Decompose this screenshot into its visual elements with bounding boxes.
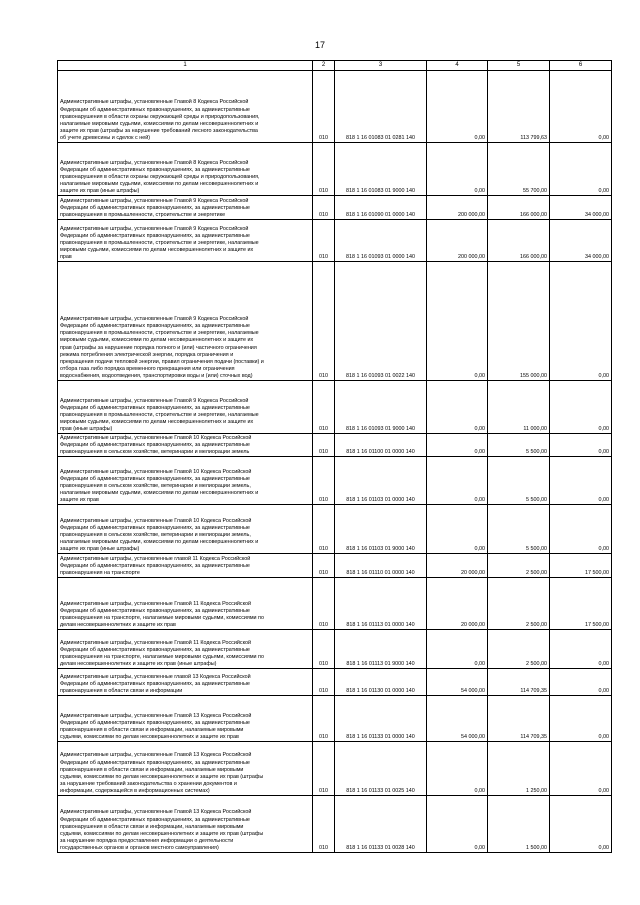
column-header: 3 xyxy=(335,61,427,71)
row-line-code: 010 xyxy=(313,434,335,457)
row-line-code: 010 xyxy=(313,143,335,196)
row-description: Административные штрафы, установленные главой 13 Кодекса Российской Федерации об административных правонарушениях, за административные правонарушения в области связи и информации xyxy=(58,669,313,696)
row-description: Административные штрафы, установленные Главой 9 Кодекса Российской Федерации об административных правонарушениях, за административные правонарушения в промышленности, строительстве и энергетике, налагаемые мировыми судьями, комиссиями по делам несовершеннолетних и защите их прав (штрафы за нарушение порядка полного и (или) частичного ограничения режима потребления электрической энергии, порядка ограничения и прекращения подачи тепловой энергии, правил ограничения подачи (поставки) и отбора газа либо порядка временного прекращения или ограничения водоснабжения, водоотведения, транспортировки воды и (или) сточных вод) xyxy=(58,262,313,381)
row-approved-amount: 200 000,00 xyxy=(427,196,488,220)
row-budget-code: 818 1 16 01130 01 0000 140 xyxy=(335,669,427,696)
column-header: 4 xyxy=(427,61,488,71)
row-budget-code: 818 1 16 01093 01 0000 140 xyxy=(335,220,427,262)
row-executed-amount: 2 500,00 xyxy=(488,630,550,669)
row-line-code: 010 xyxy=(313,669,335,696)
row-budget-code: 818 1 16 01100 01 0000 140 xyxy=(335,434,427,457)
row-unexecuted-amount: 0,00 xyxy=(550,434,612,457)
table-row xyxy=(58,742,612,796)
row-approved-amount: 200 000,00 xyxy=(427,220,488,262)
table-row xyxy=(58,262,612,381)
row-budget-code: 818 1 16 01133 01 0025 140 xyxy=(335,742,427,796)
row-description: Административные штрафы, установленные главой 11 Кодекса Российской Федерации об административных правонарушениях, за административные правонарушения на транспорте xyxy=(58,554,313,578)
row-approved-amount: 0,00 xyxy=(427,457,488,505)
row-line-code: 010 xyxy=(313,220,335,262)
row-executed-amount: 114 709,35 xyxy=(488,669,550,696)
row-budget-code: 818 1 16 01133 01 0028 140 xyxy=(335,796,427,853)
row-unexecuted-amount: 34 000,00 xyxy=(550,196,612,220)
row-line-code: 010 xyxy=(313,578,335,630)
row-executed-amount: 114 709,35 xyxy=(488,696,550,742)
row-executed-amount: 1 500,00 xyxy=(488,796,550,853)
row-unexecuted-amount: 0,00 xyxy=(550,696,612,742)
row-executed-amount: 166 000,00 xyxy=(488,196,550,220)
table-row xyxy=(58,630,612,669)
row-line-code: 010 xyxy=(313,457,335,505)
row-description: Административные штрафы, установленные Главой 9 Кодекса Российской Федерации об административных правонарушениях, за административные правонарушения в промышленности, строительстве и энергетике, налагаемые мировыми судьями, комиссиями по делам несовершеннолетних и защите их прав (иные штрафы) xyxy=(58,381,313,434)
revenue-table xyxy=(57,60,612,853)
table-row xyxy=(58,196,612,220)
table-row xyxy=(58,554,612,578)
row-budget-code: 818 1 16 01083 01 9000 140 xyxy=(335,143,427,196)
table-row xyxy=(58,143,612,196)
row-description: Административные штрафы, установленные Главой 10 Кодекса Российской Федерации об административных правонарушениях, за административные правонарушения в сельском хозяйстве, ветеринарии и мелиорации земель, налагаемые мировыми судьями, комиссиями по делам несовершеннолетних и защите их прав xyxy=(58,457,313,505)
row-description: Административные штрафы, установленные Главой 8 Кодекса Российской Федерации об административных правонарушениях, за административные правонарушения в области охраны окружающей среды и природопользования, налагаемые мировыми судьями, комиссиями по делам несовершеннолетних и защите их прав (иные штрафы) xyxy=(58,143,313,196)
row-line-code: 010 xyxy=(313,554,335,578)
table-row xyxy=(58,381,612,434)
row-line-code: 010 xyxy=(313,630,335,669)
row-approved-amount: 20 000,00 xyxy=(427,554,488,578)
row-approved-amount: 0,00 xyxy=(427,630,488,669)
row-approved-amount: 0,00 xyxy=(427,381,488,434)
row-unexecuted-amount: 0,00 xyxy=(550,262,612,381)
row-budget-code: 818 1 16 01133 01 0000 140 xyxy=(335,696,427,742)
row-approved-amount: 20 000,00 xyxy=(427,578,488,630)
column-header: 2 xyxy=(313,61,335,71)
row-budget-code: 818 1 16 01110 01 0000 140 xyxy=(335,554,427,578)
row-budget-code: 818 1 16 01093 01 9000 140 xyxy=(335,381,427,434)
row-approved-amount: 0,00 xyxy=(427,262,488,381)
row-executed-amount: 5 500,00 xyxy=(488,505,550,554)
row-unexecuted-amount: 0,00 xyxy=(550,669,612,696)
row-budget-code: 818 1 16 01103 01 9000 140 xyxy=(335,505,427,554)
table-row xyxy=(58,696,612,742)
table-row xyxy=(58,220,612,262)
row-unexecuted-amount: 0,00 xyxy=(550,71,612,143)
row-approved-amount: 0,00 xyxy=(427,71,488,143)
row-description: Административные штрафы, установленные Главой 11 Кодекса Российской Федерации об административных правонарушениях, за административные правонарушения на транспорте, налагаемые мировыми судьями, комиссиями по делам несовершеннолетних и защите их прав xyxy=(58,578,313,630)
row-description: Административные штрафы, установленные Главой 9 Кодекса Российской Федерации об административных правонарушениях, за административные правонарушения в промышленности, строительстве и энергетике xyxy=(58,196,313,220)
row-budget-code: 818 1 16 01093 01 0022 140 xyxy=(335,262,427,381)
table-row xyxy=(58,71,612,143)
row-description: Административные штрафы, установленные Главой 9 Кодекса Российской Федерации об административных правонарушениях, за административные правонарушения в промышленности, строительстве и энергетике, налагаемые мировыми судьями, комиссиями по делам несовершеннолетних и защите их прав xyxy=(58,220,313,262)
row-executed-amount: 5 500,00 xyxy=(488,434,550,457)
row-executed-amount: 55 700,00 xyxy=(488,143,550,196)
row-description: Административные штрафы, установленные Главой 10 Кодекса Российской Федерации об административных правонарушениях, за административные правонарушения в сельском хозяйстве, ветеринарии и мелиорации земель, налагаемые мировыми судьями, комиссиями по делам несовершеннолетних и защите их прав (иные штрафы) xyxy=(58,505,313,554)
page-number: 17 xyxy=(314,40,325,50)
row-unexecuted-amount: 0,00 xyxy=(550,796,612,853)
row-description: Административные штрафы, установленные Главой 13 Кодекса Российской Федерации об административных правонарушениях, за административные правонарушения в области связи и информации, налагаемые мировыми судьями, комиссиями по делам несовершеннолетних и защите их прав xyxy=(58,696,313,742)
row-approved-amount: 0,00 xyxy=(427,796,488,853)
row-line-code: 010 xyxy=(313,505,335,554)
table-row xyxy=(58,505,612,554)
row-budget-code: 818 1 16 01113 01 9000 140 xyxy=(335,630,427,669)
table-row xyxy=(58,669,612,696)
header-row xyxy=(58,61,612,71)
row-executed-amount: 5 500,00 xyxy=(488,457,550,505)
row-budget-code: 818 1 16 01103 01 0000 140 xyxy=(335,457,427,505)
row-executed-amount: 2 500,00 xyxy=(488,554,550,578)
row-approved-amount: 0,00 xyxy=(427,505,488,554)
row-executed-amount: 155 000,00 xyxy=(488,262,550,381)
row-unexecuted-amount: 17 500,00 xyxy=(550,578,612,630)
row-approved-amount: 0,00 xyxy=(427,742,488,796)
row-description: Административные штрафы, установленные Главой 10 Кодекса Российской Федерации об административных правонарушениях, за административные правонарушения в сельском хозяйстве, ветеринарии и мелиорации земель xyxy=(58,434,313,457)
row-description: Административные штрафы, установленные Главой 8 Кодекса Российской Федерации об административных правонарушениях, за административные правонарушения в области охраны окружающей среды и природопользования, налагаемые мировыми судьями, комиссиями по делам несовершеннолетних и защите их прав (штрафы за нарушение требований лесного законодательства об учете древесины и сделок с ней) xyxy=(58,71,313,143)
row-executed-amount: 166 000,00 xyxy=(488,220,550,262)
table-row xyxy=(58,578,612,630)
row-unexecuted-amount: 0,00 xyxy=(550,630,612,669)
row-approved-amount: 54 000,00 xyxy=(427,696,488,742)
row-unexecuted-amount: 17 500,00 xyxy=(550,554,612,578)
row-unexecuted-amount: 0,00 xyxy=(550,457,612,505)
row-line-code: 010 xyxy=(313,742,335,796)
row-description: Административные штрафы, установленные Главой 13 Кодекса Российской Федерации об административных правонарушениях, за административные правонарушения в области связи и информации, налагаемые мировыми судьями, комиссиями по делам несовершеннолетних и защите их прав (штрафы за нарушение порядка предоставления информации о деятельности государственных органов и органов местного самоуправления) xyxy=(58,796,313,853)
row-unexecuted-amount: 0,00 xyxy=(550,505,612,554)
row-budget-code: 818 1 16 01083 01 0281 140 xyxy=(335,71,427,143)
row-budget-code: 818 1 16 01113 01 0000 140 xyxy=(335,578,427,630)
row-line-code: 010 xyxy=(313,796,335,853)
row-line-code: 010 xyxy=(313,381,335,434)
row-approved-amount: 0,00 xyxy=(427,434,488,457)
row-unexecuted-amount: 0,00 xyxy=(550,742,612,796)
row-line-code: 010 xyxy=(313,196,335,220)
row-unexecuted-amount: 34 000,00 xyxy=(550,220,612,262)
row-description: Административные штрафы, установленные Главой 13 Кодекса Российской Федерации об административных правонарушениях, за административные правонарушения в области связи и информации, налагаемые мировыми судьями, комиссиями по делам несовершеннолетних и защите их прав (штрафы за нарушение требований законодательства о хранении документов и информации, содержащейся в информационных системах) xyxy=(58,742,313,796)
row-unexecuted-amount: 0,00 xyxy=(550,143,612,196)
table-row xyxy=(58,457,612,505)
row-executed-amount: 11 000,00 xyxy=(488,381,550,434)
column-header: 5 xyxy=(488,61,550,71)
column-header: 6 xyxy=(550,61,612,71)
column-header: 1 xyxy=(58,61,313,71)
row-description: Административные штрафы, установленные Главой 11 Кодекса Российской Федерации об административных правонарушениях, за административные правонарушения на транспорте, налагаемые мировыми судьями, комиссиями по делам несовершеннолетних и защите их прав (иные штрафы) xyxy=(58,630,313,669)
row-approved-amount: 0,00 xyxy=(427,143,488,196)
row-line-code: 010 xyxy=(313,262,335,381)
row-executed-amount: 1 250,00 xyxy=(488,742,550,796)
table-row xyxy=(58,796,612,853)
row-unexecuted-amount: 0,00 xyxy=(550,381,612,434)
row-executed-amount: 113 799,63 xyxy=(488,71,550,143)
row-executed-amount: 2 500,00 xyxy=(488,578,550,630)
row-budget-code: 818 1 16 01090 01 0000 140 xyxy=(335,196,427,220)
row-approved-amount: 54 000,00 xyxy=(427,669,488,696)
table-row xyxy=(58,434,612,457)
row-line-code: 010 xyxy=(313,696,335,742)
row-line-code: 010 xyxy=(313,71,335,143)
